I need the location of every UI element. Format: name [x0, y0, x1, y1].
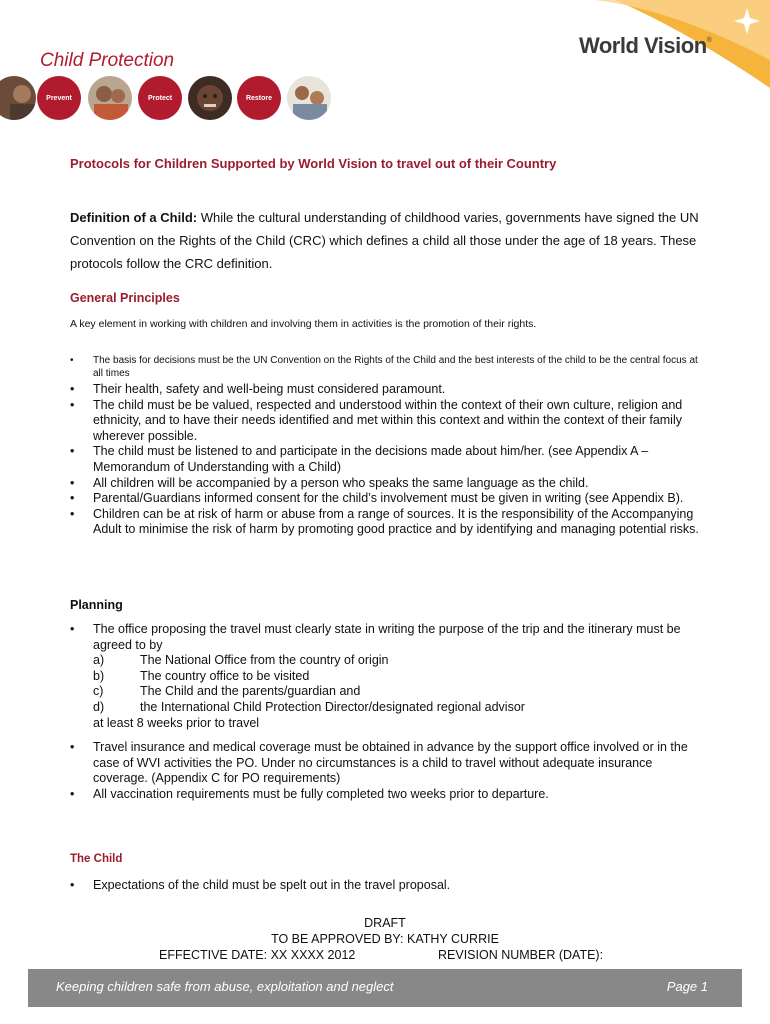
child-photo-3 [188, 76, 232, 120]
planning-list [70, 622, 710, 803]
revision-number: REVISION NUMBER (DATE): [438, 948, 604, 962]
section-title: Child Protection [40, 50, 175, 71]
sub-item-a: a) The National Office from the country of origin [93, 653, 389, 668]
effective-date: EFFECTIVE DATE: XX XXXX 2012 [159, 948, 356, 962]
planning-bullet-tail: at least 8 weeks prior to travel [93, 715, 260, 730]
child-photo-2 [88, 76, 132, 120]
pill-protect: Protect [138, 76, 182, 120]
approval-line: TO BE APPROVED BY: KATHY CURRIE [271, 932, 499, 946]
draft-label: DRAFT [364, 916, 406, 930]
sub-item-d: d) the International Child Protection Director/designated regional advisor [93, 699, 525, 714]
child-photo-1 [0, 76, 36, 120]
list-item: • Travel insurance and medical coverage must be obtained in advance by the support office involved or in the case of WVI activities the PO. Under no circumstances is a child to travel without adequate insurance coverage. (Appendix C for PO requirements) [70, 740, 710, 787]
footer-tagline: Keeping children safe from abuse, exploitation and neglect [56, 979, 394, 994]
world-vision-logo: World Vision® [579, 33, 712, 58]
list-item: • The child must be listened to and participate in the decisions made about him/her. (see Appendix A – Memorandum of Understanding with a Child) [70, 444, 710, 475]
list-item: • Children can be at risk of harm or abuse from a range of sources. It is the responsibility of the Accompanying Adult to minimise the risk of harm by promoting good practice and by identifying and managing potential risks. [70, 507, 710, 538]
general-principles-heading: General Principles [70, 291, 180, 305]
list-item: • Parental/Guardians informed consent for the child’s involvement must be given in writing (see Appendix B). [70, 491, 710, 507]
definition-paragraph [70, 206, 710, 275]
pill-prevent: Prevent [37, 76, 81, 120]
list-item [70, 622, 710, 731]
footer-bar [28, 969, 742, 1007]
the-child-list [70, 878, 710, 894]
definition-label: Definition of a Child: [70, 210, 198, 225]
list-item: • Expectations of the child must be spelt out in the travel proposal. [70, 878, 710, 894]
sub-item-b: b) The country office to be visited [93, 668, 310, 683]
general-principles-intro: A key element in working with children and involving them in activities is the promotion of their rights. [70, 318, 537, 330]
list-item: • The child must be be valued, respected and understood within the context of their own culture, religion and ethnicity, and to have their needs identified and met within this context and within the context of their family wherever possible. [70, 398, 710, 445]
planning-heading: Planning [70, 598, 123, 612]
planning-bullet-intro: • The office proposing the travel must clearly state in writing the purpose of the trip and the itinerary must be agreed to by [93, 622, 681, 652]
list-item: • All children will be accompanied by a person who speaks the same language as the child. [70, 476, 710, 492]
list-item: • All vaccination requirements must be fully completed two weeks prior to departure. [70, 787, 710, 803]
definition-text: While the cultural understanding of childhood varies, governments have signed the UN Convention on the Rights of the Child (CRC) which defines a child all those under the age of 18 years. These protocols follow the CRC definition. [70, 210, 699, 271]
page-number: Page 1 [666, 979, 708, 994]
sub-item-c: c) The Child and the parents/guardian and [93, 684, 361, 699]
child-photo-4 [287, 76, 331, 120]
list-item: • The basis for decisions must be the UN Convention on the Rights of the Child and the best interests of the child to be the central focus at all times [70, 354, 710, 380]
list-item: • Their health, safety and well-being must considered paramount. [70, 382, 710, 398]
general-principles-list [70, 354, 710, 538]
document-title: Protocols for Children Supported by World Vision to travel out of their Country [70, 156, 557, 171]
pill-restore: Restore [237, 76, 281, 120]
the-child-heading: The Child [70, 853, 123, 865]
